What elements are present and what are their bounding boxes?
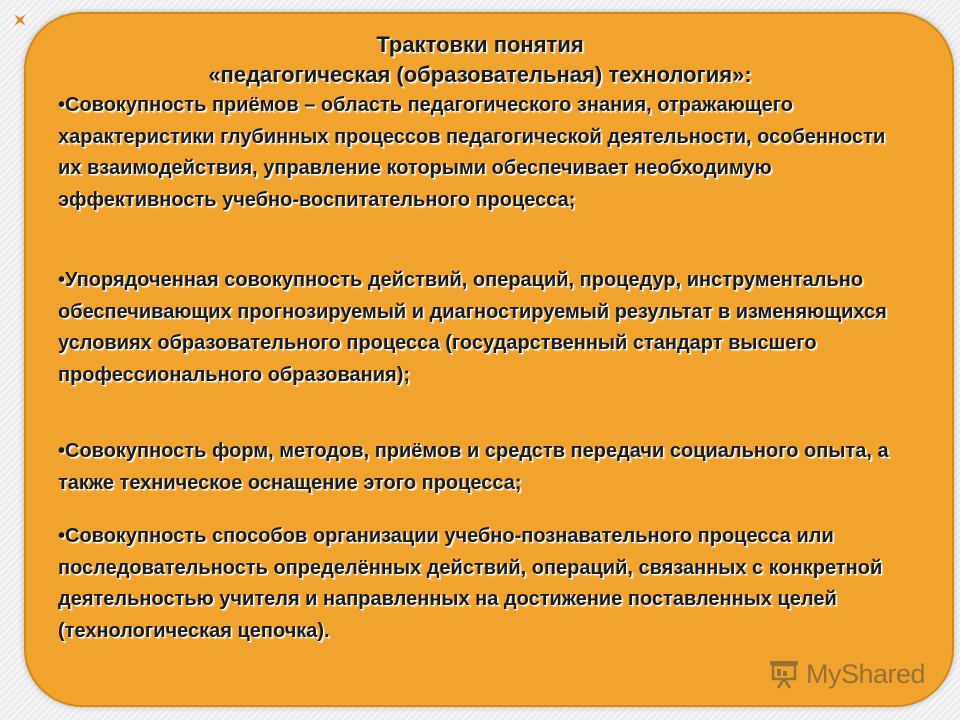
definition-item [58,436,898,499]
watermark-logo-text: MyShared [806,658,926,689]
corner-star-icon [12,12,28,28]
bullet-icon: • [58,440,66,462]
definition-item [58,265,898,391]
definition-item [58,90,898,216]
slide-subtitle: «педагогическая (образовательная) технология»: [208,62,752,87]
presentation-board-icon [768,659,800,689]
slide-title: Трактовки понятия [376,32,584,57]
bullet-icon: • [58,94,66,116]
definition-text: Совокупность приёмов – область педагогического знания, отражающего характеристики глубинных процессов педагогической деятельности, особенности их взаимодействия, управление которыми обеспечивает необходимую эффективность учебно-воспитательного процесса; [58,94,886,211]
definition-text: Совокупность способов организации учебно-познавательного процесса или последовательность определённых действий, операций, связанных с конкретной деятельностью учителя и направленных на достижение поставленных целей (технологическая цепочка). [58,525,883,642]
bullet-icon: • [58,525,66,547]
bullet-icon: • [58,269,66,291]
definition-text: Упорядоченная совокупность действий, операций, процедур, инструментально обеспечивающих прогнозируемый и диагностируемый результат в изменяющихся условиях образовательного процесса (государственный стандарт высшего профессионального образования); [58,269,887,386]
myshared-watermark [768,656,925,692]
definition-item [58,521,898,647]
definition-text: Совокупность форм, методов, приёмов и средств передачи социального опыта, а также техническое оснащение этого процесса; [58,440,889,494]
